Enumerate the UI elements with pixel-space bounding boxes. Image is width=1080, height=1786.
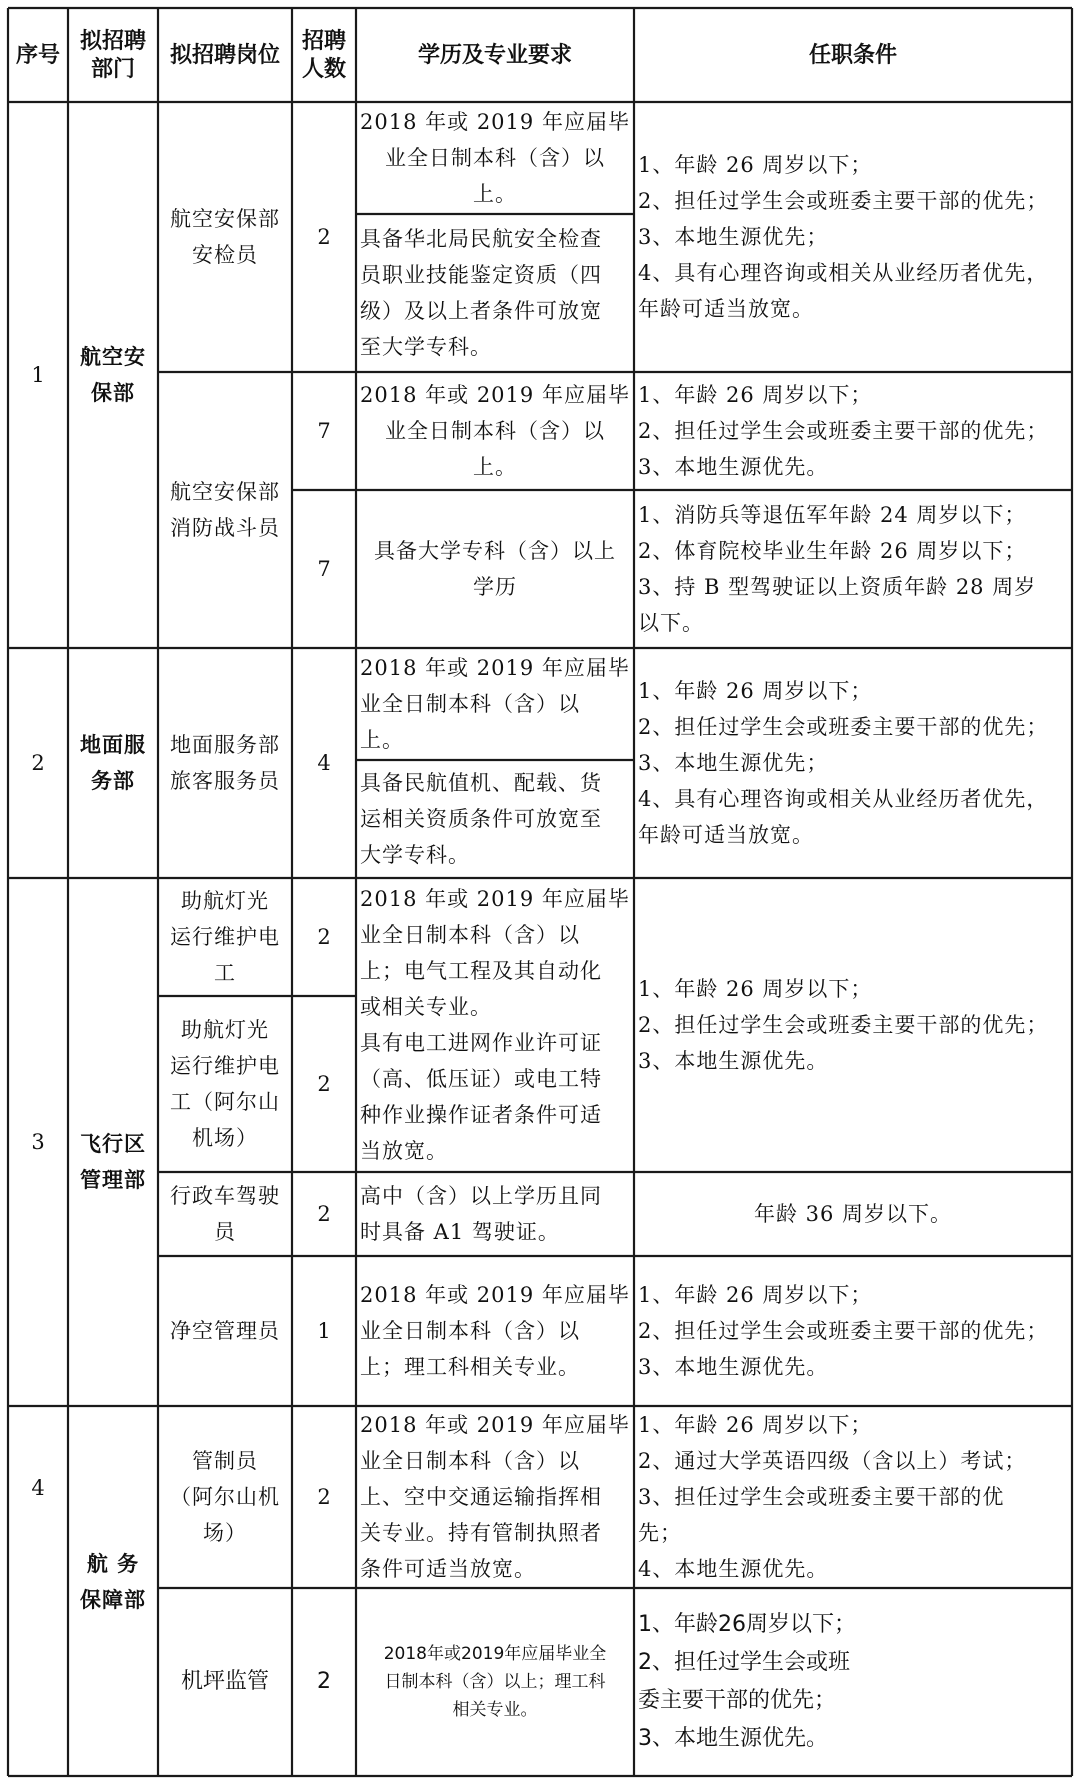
header-post [158,8,292,102]
post-2 [158,372,292,648]
post-8-text: 管制员 （阿尔山机 场） [170,1449,280,1545]
edu-9 [356,1256,634,1406]
cond-1 [634,102,1072,372]
seq-2 [8,648,68,878]
edu-8 [356,1172,634,1256]
edu-4-text: 具备大学专科（含）以上 学历 [374,539,616,599]
edu-2-text: 具备华北局民航安全检查 员职业技能鉴定资质（四 级）及以上者条件可放宽 至大学专科。 [360,227,602,359]
header-cond-text: 任职条件 [808,42,897,68]
cond-2-text: 1、年龄 26 周岁以下； 2、担任过学生会或班委主要干部的优先； 3、本地生源优先。 [638,383,1049,479]
post-1-text: 航空安保部 安检员 [170,207,280,267]
cond-7-text: 1、年龄 26 周岁以下； 2、担任过学生会或班委主要干部的优先； 3、本地生源优先。 [638,1283,1049,1379]
dept-1-text: 航空安 保部 [80,344,146,405]
cond-8 [634,1406,1072,1588]
edu-8-text: 高中（含）以上学历且同 时具备 A1 驾驶证。 [360,1184,602,1244]
cond-9-text: 1、年龄26周岁以下； 2、担任过学生会或班 委主要干部的优先； 3、本地生源优先。 [638,1612,856,1751]
post-6 [158,1172,292,1256]
cond-4-text: 1、年龄 26 周岁以下； 2、担任过学生会或班委主要干部的优先； 3、本地生源优先； 4、具有心理咨询或相关从业经历者优先， 年龄可适当放宽。 [638,679,1049,847]
post-8 [158,1406,292,1588]
count-10-text: 2 [317,1669,331,1694]
edu-4 [356,490,634,648]
cond-6 [634,1172,1072,1256]
post-5 [158,996,292,1172]
header-cond [634,8,1072,102]
count-3-text: 7 [317,557,331,581]
post-9 [158,1588,292,1776]
post-5-text: 助航灯光 运行维护电 工（阿尔山 机场） [170,1018,280,1150]
cond-3-text: 1、消防兵等退伍军年龄 24 周岁以下； 2、体育院校毕业生年龄 26 周岁以下； 3、持 B 型驾驶证以上资质年龄 28 周岁 以下。 [638,503,1037,635]
dept-4-text: 航 务 保障部 [80,1551,146,1612]
header-dept-text: 拟招聘 部门 [79,28,146,82]
post-6-text: 行政车驾驶 员 [170,1184,280,1244]
seq-1-text: 1 [31,363,45,387]
header-count [292,8,356,102]
header-seq [8,8,68,102]
count-3 [292,490,356,648]
cond-5-text: 1、年龄 26 周岁以下； 2、担任过学生会或班委主要干部的优先； 3、本地生源优先。 [638,977,1049,1073]
seq-4-text: 4 [31,1476,45,1500]
header-seq-text: 序号 [15,42,60,68]
dept-3 [68,878,158,1406]
cond-3 [634,490,1072,648]
header-count-text: 招聘 人数 [301,28,346,82]
seq-3-text: 3 [31,1130,45,1154]
edu-7 [356,878,634,1172]
seq-4 [8,1406,68,1776]
seq-3 [8,878,68,1406]
count-2-text: 7 [317,419,331,443]
dept-2 [68,648,158,878]
count-7 [292,1172,356,1256]
count-1-text: 2 [317,225,331,249]
count-4 [292,648,356,878]
count-1 [292,102,356,372]
cond-8-text: 1、年龄 26 周岁以下； 2、通过大学英语四级（含以上）考试； 3、担任过学生会或班委主要干部的优 先； 4、本地生源优先。 [638,1413,1027,1581]
count-8 [292,1256,356,1406]
edu-10 [356,1406,634,1588]
cond-4 [634,648,1072,878]
count-6 [292,996,356,1172]
count-9-text: 2 [317,1485,331,1509]
post-1 [158,102,292,372]
edu-7-text: 2018 年或 2019 年应届毕 业全日制本科（含）以 上；电气工程及其自动化 或相关专业。 具有电工进网作业许可证 （高、低压证）或电工特 种作业操作证者条件可适 当放宽。 [360,887,630,1163]
edu-11 [356,1588,634,1776]
cond-7 [634,1256,1072,1406]
dept-1 [68,102,158,648]
edu-2 [356,214,634,372]
post-9-text: 机坪监管 [180,1669,269,1694]
cond-9 [634,1588,1072,1776]
count-5-text: 2 [317,925,331,949]
count-5 [292,878,356,996]
edu-1-text: 2018 年或 2019 年应届毕 业全日制本科（含）以 上。 [360,110,630,206]
edu-5-text: 2018 年或 2019 年应届毕 业全日制本科（含）以 上。 [360,656,630,752]
post-7 [158,1256,292,1406]
edu-1 [356,102,634,214]
post-7-text: 净空管理员 [170,1319,280,1343]
dept-3-text: 飞行区 管理部 [80,1131,146,1192]
dept-4 [68,1406,158,1776]
post-3 [158,648,292,878]
count-7-text: 2 [317,1202,331,1226]
count-9 [292,1406,356,1588]
header-edu [356,8,634,102]
post-4 [158,878,292,996]
count-2 [292,372,356,490]
header-edu-text: 学历及专业要求 [417,42,572,68]
edu-11-text: 2018年或2019年应届毕业全 日制本科（含）以上；理工科 相关专业。 [383,1644,607,1720]
cond-1-text: 1、年龄 26 周岁以下； 2、担任过学生会或班委主要干部的优先； 3、本地生源优先； 4、具有心理咨询或相关从业经历者优先， 年龄可适当放宽。 [638,153,1049,321]
seq-1 [8,102,68,648]
edu-6-text: 具备民航值机、配载、货 运相关资质条件可放宽至 大学专科。 [360,771,602,867]
cond-2 [634,372,1072,490]
edu-10-text: 2018 年或 2019 年应届毕 业全日制本科（含）以 上、空中交通运输指挥相 关专业。持有管制执照者 条件可适当放宽。 [360,1413,630,1581]
dept-2-text: 地面服 务部 [80,732,146,793]
header-post-text: 拟招聘岗位 [169,42,280,68]
edu-6 [356,760,634,878]
count-10 [292,1588,356,1776]
post-3-text: 地面服务部 旅客服务员 [170,733,280,793]
cond-5 [634,878,1072,1172]
edu-9-text: 2018 年或 2019 年应届毕 业全日制本科（含）以 上；理工科相关专业。 [360,1283,630,1379]
header-dept [68,8,158,102]
post-4-text: 助航灯光 运行维护电 工 [170,889,280,985]
edu-5 [356,648,634,760]
seq-2-text: 2 [31,751,45,775]
count-4-text: 4 [317,751,331,775]
count-6-text: 2 [317,1072,331,1096]
post-2-text: 航空安保部 消防战斗员 [170,480,280,540]
count-8-text: 1 [317,1319,331,1343]
cond-6-text: 年龄 36 周岁以下。 [753,1202,953,1226]
edu-3-text: 2018 年或 2019 年应届毕 业全日制本科（含）以 上。 [360,383,630,479]
edu-3 [356,372,634,490]
